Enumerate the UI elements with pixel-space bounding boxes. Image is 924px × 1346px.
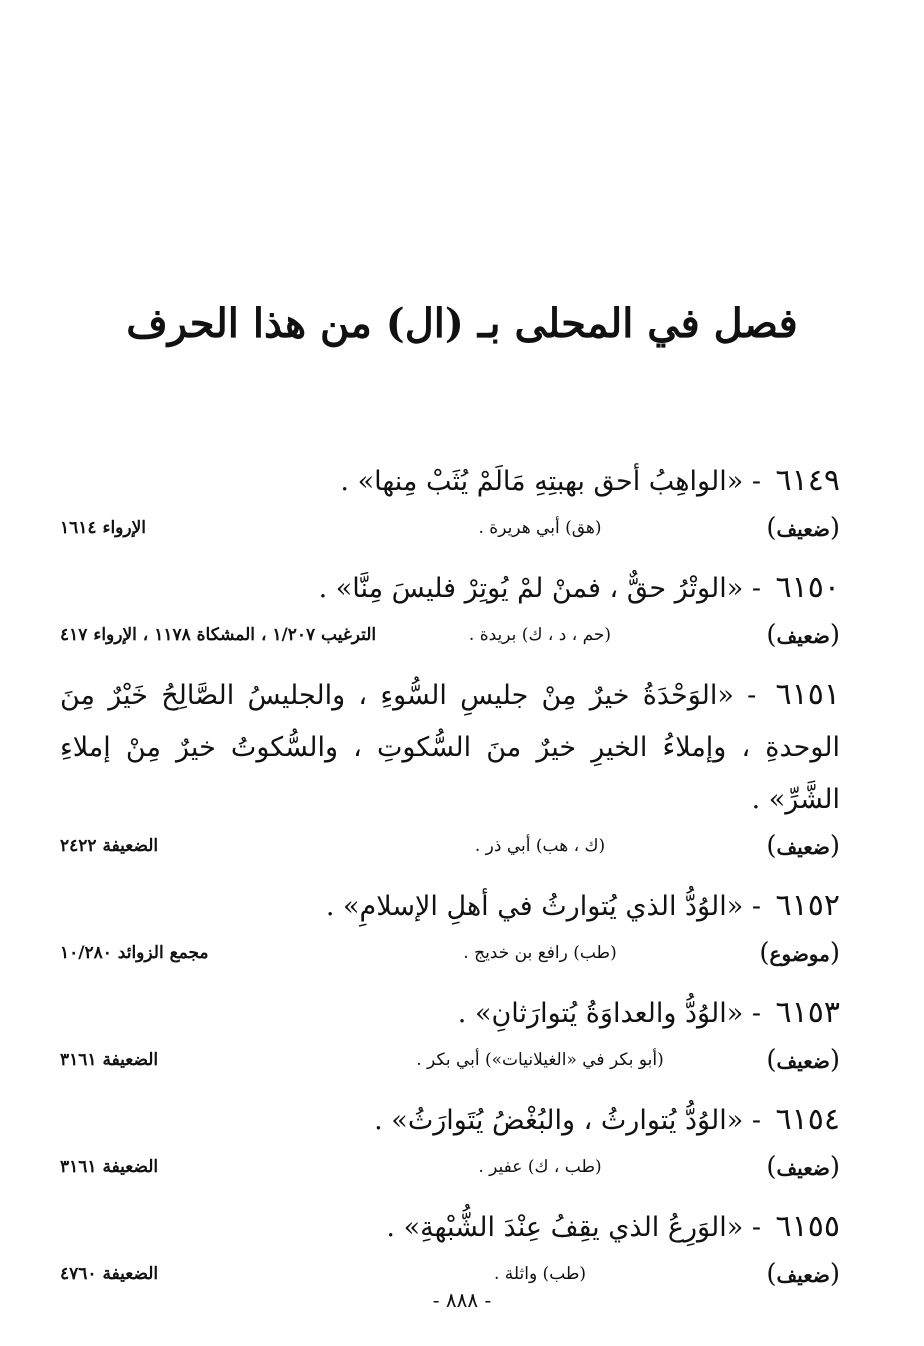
grade-label: (ضعيف) bbox=[766, 831, 840, 861]
source-text: (طب ، ك) عفير . bbox=[478, 1157, 602, 1177]
hadith-text-line bbox=[60, 880, 840, 933]
source-text: (طب) رافع بن خديج . bbox=[463, 943, 617, 963]
hadith-entry bbox=[60, 1094, 840, 1187]
reference-text: الضعيفة ٣١٦١ bbox=[60, 1050, 159, 1070]
hadith-number: ٦١٤٩ bbox=[775, 463, 840, 498]
hadith-text-line bbox=[60, 562, 840, 615]
source-text: (طب) واثلة . bbox=[493, 1264, 587, 1284]
hadith-text: - «الوُدُّ الذي يُتوارثُ في أهلِ الإسلامِ» . bbox=[325, 891, 761, 922]
hadith-text-line bbox=[60, 669, 840, 826]
hadith-meta bbox=[60, 615, 840, 655]
reference-text: الإرواء ١٦١٤ bbox=[60, 518, 147, 538]
hadith-list bbox=[60, 455, 840, 1308]
hadith-entry bbox=[60, 1201, 840, 1294]
hadith-text: - «الوُدُّ يُتوارثُ ، والبُغْضُ يُتَوارَثُ» . bbox=[374, 1105, 761, 1136]
hadith-entry bbox=[60, 562, 840, 655]
hadith-entry bbox=[60, 669, 840, 866]
hadith-number: ٦١٥٤ bbox=[775, 1102, 840, 1137]
hadith-entry bbox=[60, 455, 840, 548]
hadith-number: ٦١٥٣ bbox=[775, 995, 840, 1030]
hadith-text: - «الواهِبُ أحق بهبتِهِ مَالَمْ يُثَبْ مِنها» . bbox=[340, 466, 761, 497]
hadith-text: - «الوُدُّ والعداوَةُ يُتوارَثانِ» . bbox=[457, 998, 761, 1029]
hadith-number: ٦١٥٢ bbox=[775, 888, 840, 923]
hadith-entry bbox=[60, 880, 840, 973]
source-text: (ك ، هب) أبي ذر . bbox=[474, 836, 606, 856]
grade-label: (ضعيف) bbox=[766, 513, 840, 543]
reference-text: الضعيفة ٢٤٢٢ bbox=[60, 836, 159, 856]
reference-text: الضعيفة ٣١٦١ bbox=[60, 1157, 159, 1177]
reference-text: الترغيب ١/٢٠٧ ، المشكاة ١١٧٨ ، الإرواء ٤١٧ bbox=[60, 625, 377, 645]
grade-label: (ضعيف) bbox=[766, 1259, 840, 1289]
hadith-entry bbox=[60, 987, 840, 1080]
hadith-meta bbox=[60, 1040, 840, 1080]
grade-label: (ضعيف) bbox=[766, 1045, 840, 1075]
hadith-text-line bbox=[60, 1201, 840, 1254]
hadith-meta bbox=[60, 933, 840, 973]
grade-label: (ضعيف) bbox=[766, 1152, 840, 1182]
section-heading: فصل في المحلى بـ (ال) من هذا الحرف bbox=[126, 300, 798, 347]
hadith-text: - «الوتْرُ حقٌّ ، فمنْ لمْ يُوتِرْ فليسَ مِنَّا» . bbox=[318, 573, 761, 604]
reference-text: مجمع الزوائد ١٠/٢٨٠ bbox=[60, 943, 209, 963]
hadith-meta bbox=[60, 1147, 840, 1187]
hadith-text-line bbox=[60, 987, 840, 1040]
source-text: (هق) أبي هريرة . bbox=[478, 518, 602, 538]
hadith-number: ٦١٥١ bbox=[775, 677, 840, 712]
hadith-meta bbox=[60, 826, 840, 866]
source-text: (أبو بكر في «الغيلانيات») أبي بكر . bbox=[416, 1050, 664, 1070]
hadith-text: - «الوَحْدَةُ خيرٌ مِنْ جليسِ السُّوءِ ، والجليسُ الصَّالِحُ خَيْرٌ مِنَ الوحدةِ ، وإملاءُ الخيرِ خيرٌ منَ السُّكوتِ ، والسُّكوتُ خيرٌ مِنْ إملاءِ الشَّرِّ» . bbox=[60, 680, 840, 815]
hadith-number: ٦١٥٠ bbox=[775, 570, 840, 605]
hadith-number: ٦١٥٥ bbox=[775, 1209, 840, 1244]
hadith-text: - «الوَرِعُ الذي يقِفُ عِنْدَ الشُّبْهةِ» . bbox=[386, 1212, 761, 1243]
reference-text: الضعيفة ٤٧٦٠ bbox=[60, 1264, 159, 1284]
hadith-meta bbox=[60, 508, 840, 548]
hadith-text-line bbox=[60, 1094, 840, 1147]
hadith-text-line bbox=[60, 455, 840, 508]
page-number: - ٨٨٨ - bbox=[432, 1288, 492, 1312]
grade-label: (موضوع) bbox=[759, 938, 840, 968]
grade-label: (ضعيف) bbox=[766, 620, 840, 650]
source-text: (حم ، د ، ك) بريدة . bbox=[468, 625, 612, 645]
